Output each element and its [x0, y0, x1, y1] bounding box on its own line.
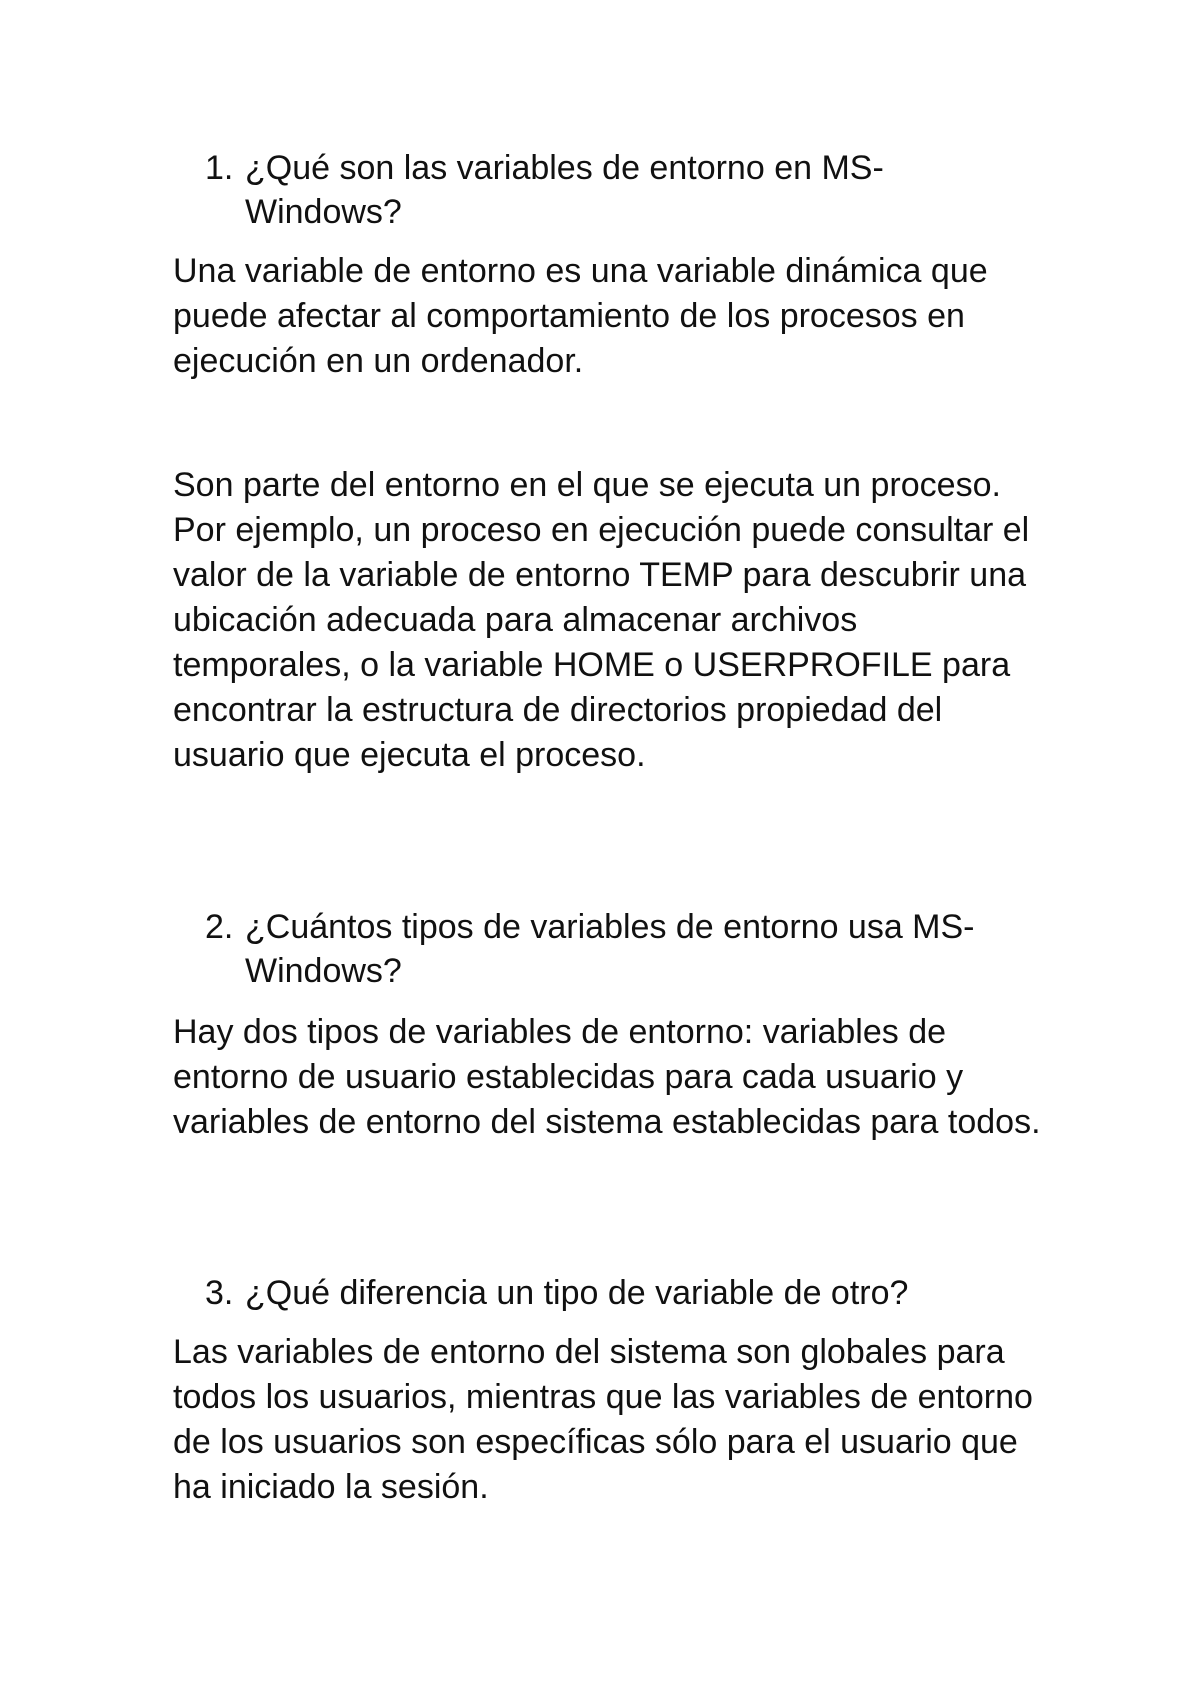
question-3-number: 3.: [205, 1274, 234, 1312]
answer-1-paragraph-2: Son parte del entorno en el que se ejecuta un proceso. Por ejemplo, un proceso en ejecución puede consultar el valor de la variable de entorno TEMP para descubrir una ubicación adecuada para almacenar archivos temporales, o la variable HOME o USERPROFILE para encontrar la estructura de directorios propiedad del usuario que ejecuta el proceso.: [173, 466, 1030, 774]
question-1-text: ¿Qué son las variables de entorno en MS-Windows?: [245, 149, 884, 231]
question-2-number: 2.: [205, 908, 234, 946]
question-1-number: 1.: [205, 149, 234, 187]
question-2-text: ¿Cuántos tipos de variables de entorno usa MS-Windows?: [245, 908, 975, 990]
question-2: [205, 905, 1035, 993]
answer-1-paragraph-1: Una variable de entorno es una variable dinámica que puede afectar al comportamiento de los procesos en ejecución en un ordenador.: [173, 252, 988, 380]
answer-2-paragraph-1: Hay dos tipos de variables de entorno: variables de entorno de usuario establecidas para cada usuario y variables de entorno del sistema establecidas para todos.: [173, 1013, 1041, 1141]
question-3-text: ¿Qué diferencia un tipo de variable de otro?: [245, 1274, 909, 1312]
answer-3-paragraph-1: Las variables de entorno del sistema son globales para todos los usuarios, mientras que las variables de entorno de los usuarios son específicas sólo para el usuario que ha iniciado la sesión.: [173, 1333, 1033, 1506]
question-1: [205, 146, 1035, 234]
question-3: [205, 1271, 1035, 1315]
